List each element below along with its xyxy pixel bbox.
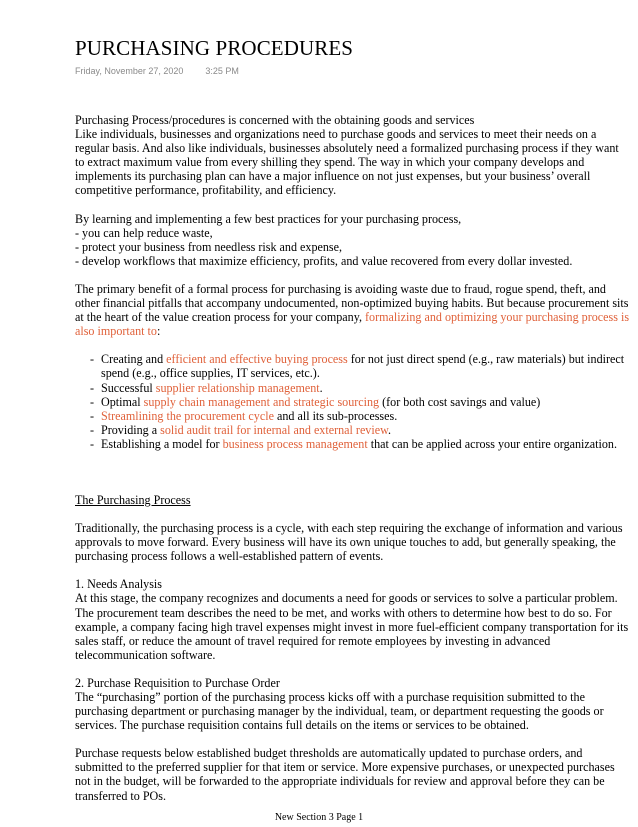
page-title: PURCHASING PROCEDURES [75,36,354,60]
best-practice-item: - protect your business from needless risk and expense, [75,239,343,254]
best-practice-item: - develop workflows that maximize efficiency, profits, and value recovered from every dollar invested. [75,253,573,268]
benefit-link[interactable]: formalizing and optimizing your purchasing process is also important to [75,310,630,339]
step-text: Purchase requests below established budget thresholds are automatically updated to purchase orders, and submitted to the preferred supplier for that item or service. More expensive purchases, or unexpected purchases not in the budget, will be forwarded to the appropriate individuals for review and approval before they can be transferred to POs. [75,746,615,803]
bullet-item: - Establishing a model for business process management that can be applied across your entire organization. [90,437,630,451]
benefit-paragraph [75,282,630,338]
bullet-item: - Successful supplier relationship management. [90,381,630,395]
page-time: 3:25 PM [205,66,239,76]
bullet-item: - Providing a solid audit trail for internal and external review. [90,423,630,437]
page-meta [75,66,239,76]
bullet-item: - Streamlining the procurement cycle and all its sub-processes. [90,409,630,423]
benefit-bullet-list [90,352,630,451]
bullet-link[interactable]: business process management [222,436,368,451]
bullet-link[interactable]: efficient and effective buying process [166,352,348,367]
section-heading: The Purchasing Process [75,492,191,507]
bullet-item: - Optimal supply chain management and strategic sourcing (for both cost savings and value) [90,395,630,409]
step-title: 1. Needs Analysis [75,577,163,592]
bullet-link[interactable]: supply chain management and strategic sourcing [143,394,380,409]
document-body [75,113,630,803]
intro-line: Purchasing Process/procedures is concerned with the obtaining goods and services [75,113,475,127]
benefit-tail: : [156,324,161,339]
bullet-item: - Creating and efficient and effective buying process for not just direct spend (e.g., raw materials) but indirect spend (e.g., office supplies, IT services, etc.). [90,352,630,380]
page-footer: New Section 3 Page 1 [274,812,364,823]
step-text: The “purchasing” portion of the purchasing process kicks off with a purchase requisition submitted to the purchasing department or purchasing manager by the individual, team, or department requesting the goods or services. The purchase requisition contains full details on the items or services to be obtained. [75,690,604,733]
page-date: Friday, November 27, 2020 [75,66,184,76]
step-text: At this stage, the company recognizes and documents a need for goods or services to solve a particular problem. The procurement team describes the need to be met, and works with others to determine how best to do so. For example, a company facing high travel expenses might invest in more fuel-efficient company transportation for its sales staff, or reduce the amount of travel required for remote employees by investing in advanced telecommunication software. [75,591,629,662]
bullet-link[interactable]: Streamlining the procurement cycle [101,408,274,423]
best-practice-item: - you can help reduce waste, [75,225,213,240]
intro-paragraph: Like individuals, businesses and organizations need to purchase goods and services to meet their needs on a regular basis. And also like individuals, businesses absolutely need a formalized purchasing process if they want to extract maximum value from every shilling they spend. The way in which your company develops and implements its purchasing plan can have a major influence on not just expenses, but your business’ overall competitive performance, profitability, and efficiency. [75,127,619,198]
step-title: 2. Purchase Requisition to Purchase Order [75,675,280,690]
benefit-text: The primary benefit of a formal process for purchasing is avoiding waste due to fraud, rogue spend, theft, and other financial pitfalls that accompany undocumented, non-optimized buying habits. But because procurement sits at the heart of the value creation process for your company, [75,281,629,325]
process-intro: Traditionally, the purchasing process is a cycle, with each step requiring the exchange of information and various approvals to move forward. Every business will have its own unique touches to add, but generally speaking, the purchasing process follows a well-established pattern of events. [75,521,623,564]
best-practices-lead: By learning and implementing a few best practices for your purchasing process, [75,211,462,226]
bullet-link[interactable]: solid audit trail for internal and external review [160,422,389,437]
bullet-link[interactable]: supplier relationship management [155,380,320,395]
